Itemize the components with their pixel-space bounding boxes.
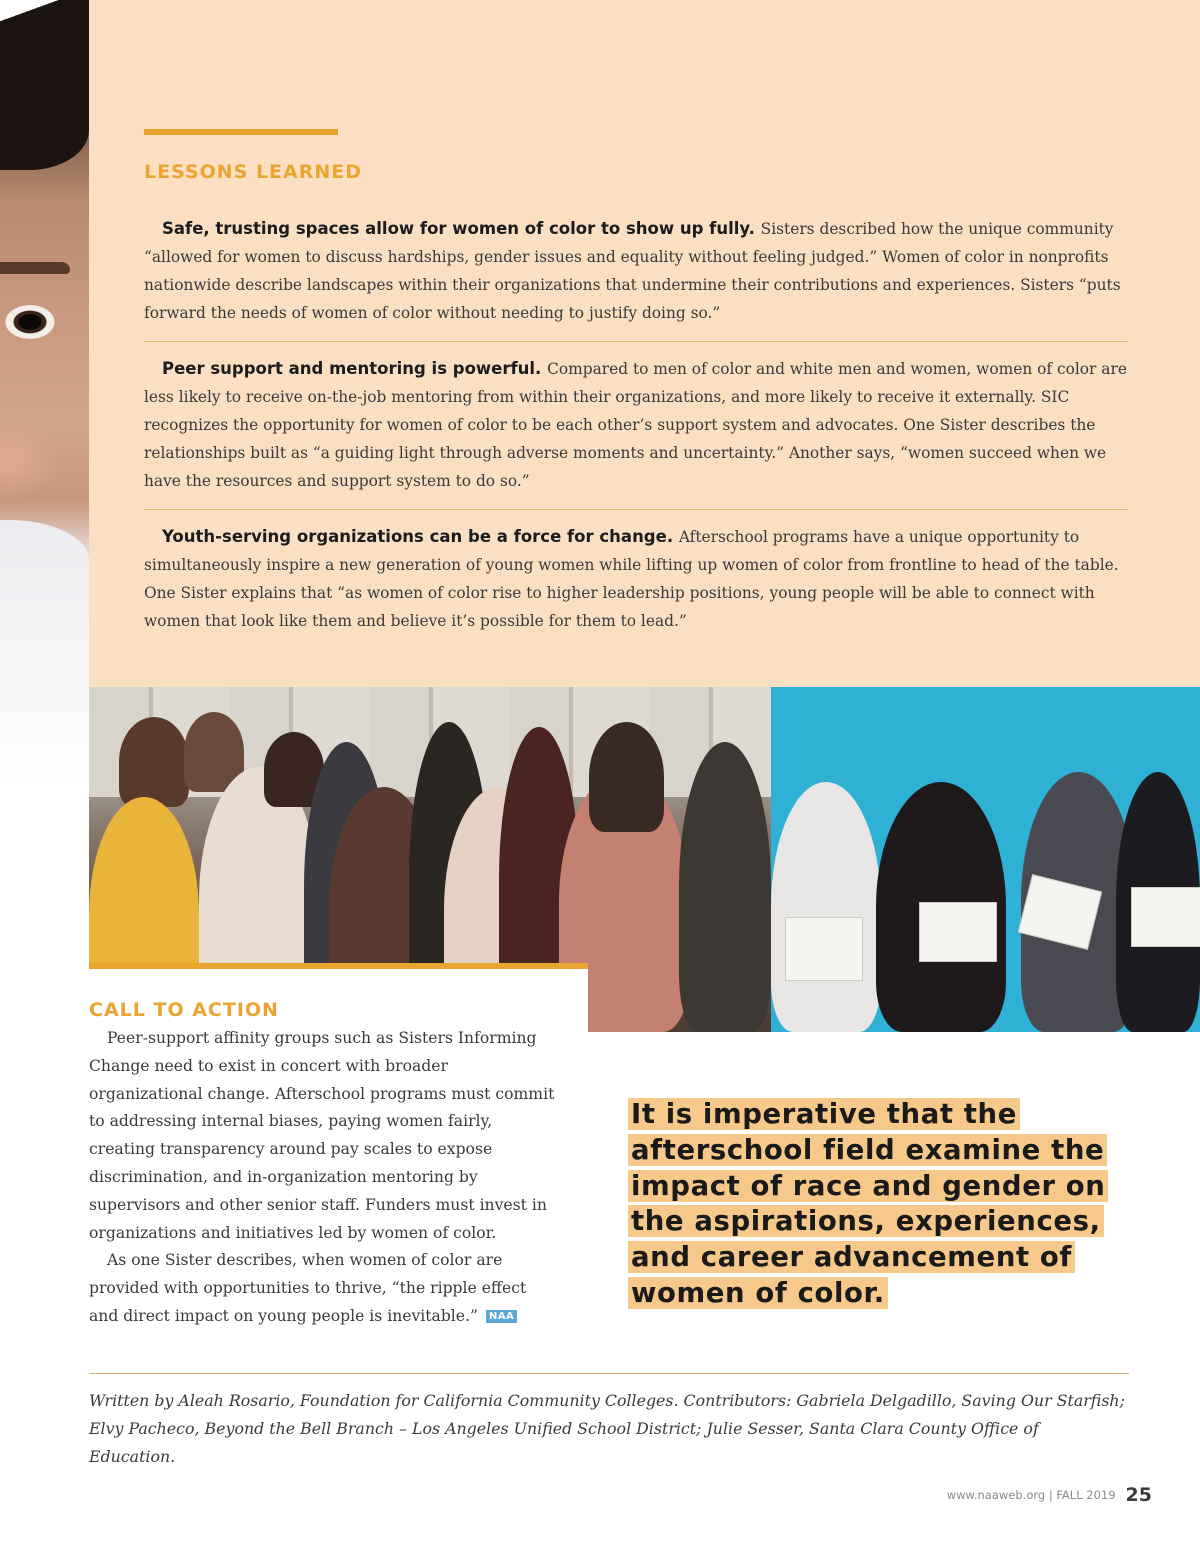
cta-body — [89, 1025, 559, 1331]
lessons-heading: LESSONS LEARNED — [144, 161, 363, 183]
lesson-item — [144, 215, 1128, 327]
lesson-lead: Safe, trusting spaces allow for women of color to show up fully. — [162, 219, 761, 238]
divider — [89, 1373, 1129, 1374]
lesson-item — [144, 355, 1128, 495]
page-footer — [947, 1484, 1152, 1506]
lesson-item — [144, 523, 1128, 635]
lesson-text: Sisters described how the unique community “allowed for women to discuss hardships, gender issues and equality without feeling judged.” Women of color in nonprofits nationwide describe landscapes within their organizations that undermine their contributions and experiences. Sisters “puts forward the needs of women of color without needing to justify doing so.” — [144, 220, 1121, 322]
cta-paragraph: Peer-support affinity groups such as Sisters Informing Change need to exist in concert with broader organizational change. Afterschool programs must commit to addressing internal biases, paying women fairly, creating transparency around pay scales to expose discrimination, and in-organization mentoring by supervisors and other senior staff. Funders must invest in organizations and initiatives led by women of color. — [89, 1029, 555, 1242]
lesson-text: Compared to men of color and white men and women, women of color are less likely to receive on-the-job mentoring from within their organizations, and more likely to receive it externally. SIC recognizes the opportunity for women of color to be each other’s support system and advocates. One Sister describes the relationships built as “a guiding light through adverse moments and uncertainty.” Another says, “women succeed when we have the resources and support system to do so.” — [144, 360, 1127, 490]
footer-site: www.naaweb.org | FALL 2019 — [946, 1488, 1116, 1502]
accent-bar — [144, 129, 338, 135]
divider — [144, 341, 1128, 342]
lesson-lead: Peer support and mentoring is powerful. — [162, 359, 548, 378]
naa-logo-icon: NAA — [486, 1310, 517, 1323]
author-credits: Written by Aleah Rosario, Foundation for California Community Colleges. Contributors: Gabriela Delgadillo, Saving Our Starfish; Elvy Pacheco, Beyond the Bell Branch – Los Angeles Unified School District; Julie Sesser, Santa Clara County Office of Education. — [89, 1391, 1125, 1466]
lesson-text: Afterschool programs have a unique opportunity to simultaneously inspire a new generation of young women while lifting up women of color from frontline to head of the table. One Sister explains that “as women of color rise to higher leadership positions, young people will be able to connect with women that look like them and believe it’s possible for them to lead.” — [144, 528, 1119, 630]
pull-quote: It is imperative that the afterschool field examine the impact of race and gender on the aspirations, experiences, and career advancement of women of color. — [628, 1097, 1108, 1312]
cta-heading: CALL TO ACTION — [89, 999, 279, 1021]
page-number: 25 — [1125, 1484, 1152, 1506]
cta-paragraph: As one Sister describes, when women of color are provided with opportunities to thrive, “the ripple effect and direct impact on young people is inevitable.” NAA — [89, 1251, 527, 1325]
divider — [144, 509, 1128, 510]
girl-photo — [0, 0, 89, 790]
certificate-photo — [771, 687, 1200, 1032]
lesson-lead: Youth-serving organizations can be a force for change. — [162, 527, 679, 546]
